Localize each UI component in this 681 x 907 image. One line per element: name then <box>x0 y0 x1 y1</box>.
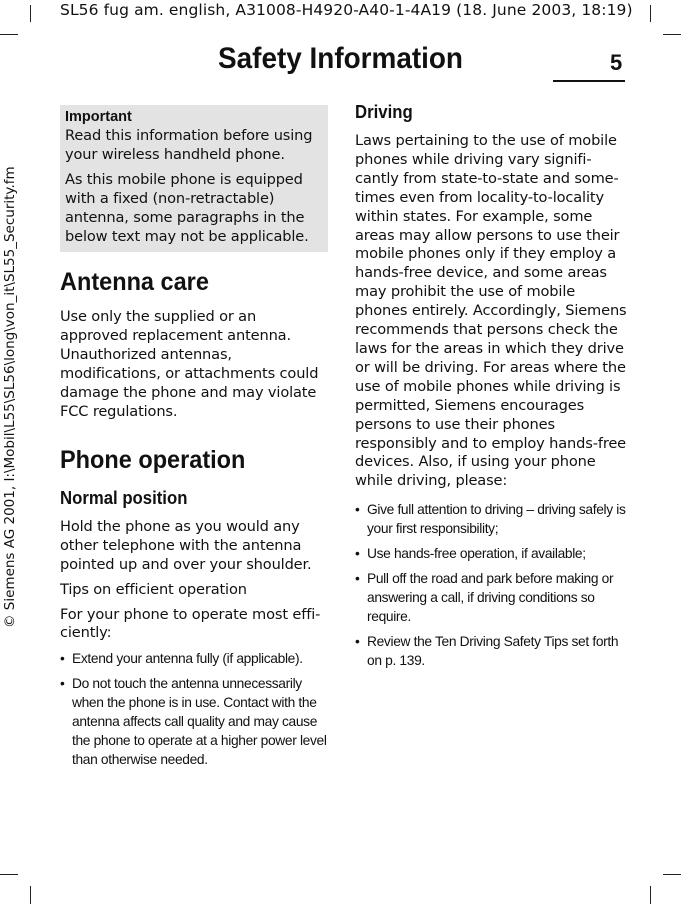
side-file-note: © Siemens AG 2001, I:\Mobil\L55\SL56\long\von_it\SL55_Security.fm <box>2 166 18 628</box>
phone-operation-heading: Phone operation <box>60 445 246 474</box>
crop-mark <box>663 34 681 35</box>
important-paragraph: As this mobile phone is equipped with a fixed (non-retractable) antenna, some paragraphs in the below text may not be applicable. <box>65 170 309 245</box>
list-item: • Pull off the road and park before making or answering a call, if driving conditions so require. <box>355 569 627 626</box>
crop-mark <box>30 886 31 904</box>
crop-mark <box>30 5 31 22</box>
left-column <box>60 105 328 775</box>
driving-tips-list <box>355 500 627 670</box>
normal-position-heading: Normal position <box>60 487 188 508</box>
tips-label: Tips on efficient operation <box>60 580 247 598</box>
antenna-care-heading: Antenna care <box>60 268 209 297</box>
driving-text: Laws pertaining to the use of mobile phones while driving vary significantly from state-to-state and sometimes even from locality-to-locality within states. For example, some areas may allow persons to use their mobile phones only if they employ a hands-free device, and some areas may prohibit the use of mobile phones entirely. Accordingly, Siemens recommends that persons check the laws for the areas in which they drive or will be driving. For areas where the use of mobile phones while driving is permitted, Siemens encourages persons to use their phones responsibly and to employ hands-free devices. Also, if using your phone while driving, please: <box>355 132 627 490</box>
list-item: • Review the Ten Driving Safety Tips set forth on p. 139. <box>355 632 627 670</box>
tips-intro: For your phone to operate most efficiently: <box>60 605 321 642</box>
driving-heading: Driving <box>355 102 413 122</box>
list-item: • Use hands-free operation, if available; <box>355 544 627 563</box>
list-item: • Give full attention to driving – driving safely is your first responsibility; <box>355 500 627 538</box>
page-number-rule <box>553 80 625 82</box>
list-item: • Extend your antenna fully (if applicable). <box>60 649 328 668</box>
crop-mark <box>663 874 681 875</box>
important-box <box>60 105 328 252</box>
list-item: • Do not touch the antenna unnecessarily when the phone is in use. Contact with the antenna affects call quality and may cause the phone to operate at a higher power level than otherwise needed. <box>60 674 328 769</box>
important-paragraph: Read this information before using your wireless handheld phone. <box>65 127 313 163</box>
important-title: Important <box>65 109 132 125</box>
crop-mark <box>650 886 651 904</box>
operation-tips-list <box>60 649 328 769</box>
crop-mark <box>0 874 18 875</box>
page-title: Safety Information <box>218 42 463 75</box>
normal-position-text: Hold the phone as you would any other telephone with the antenna pointed up and over your shoulder. <box>60 517 312 573</box>
crop-mark <box>0 34 18 35</box>
page-number: 5 <box>610 50 623 75</box>
antenna-care-text: Use only the supplied or an approved replacement antenna. Unauthorized antennas, modifications, or attachments could damage the phone and may violate FCC regulations. <box>60 308 319 420</box>
running-header: SL56 fug am. english, A31008-H4920-A40-1-4A19 (18. June 2003, 18:19) <box>60 1 633 19</box>
right-column <box>355 100 627 676</box>
